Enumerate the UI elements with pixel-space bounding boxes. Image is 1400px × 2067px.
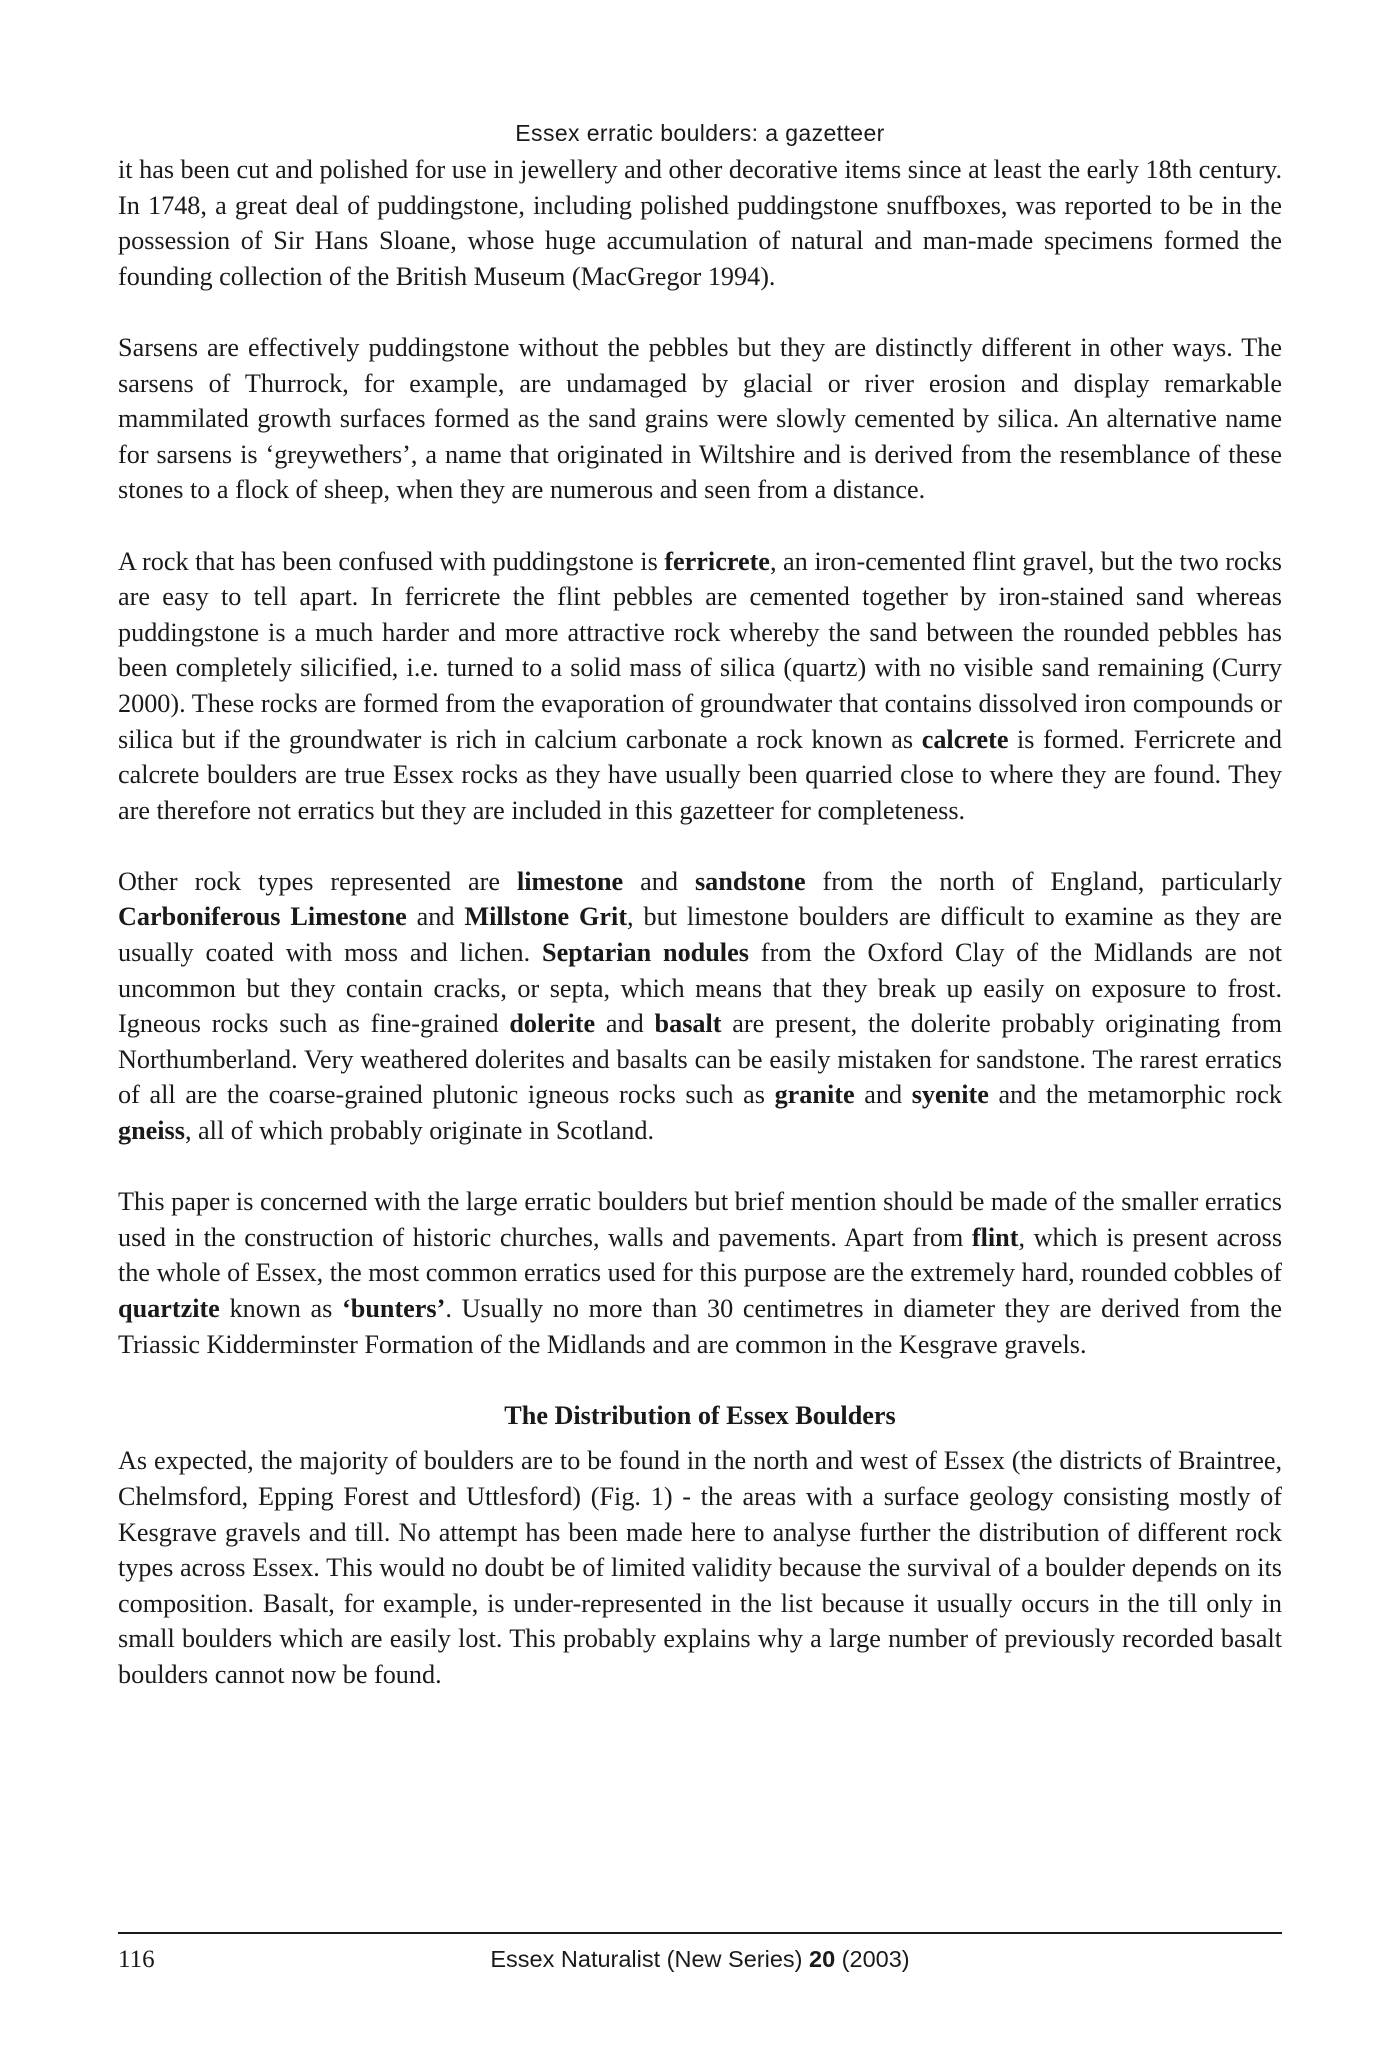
text-run: and [623, 866, 695, 896]
bold-term: flint [971, 1222, 1019, 1252]
text-run: from the Oxford Clay of the Midlands are not uncommon but they contain cracks, or septa, which means that they break up easily on exposure to frost. Igneous rocks such as fine-grained [118, 938, 1282, 1039]
bold-term: granite [774, 1080, 855, 1110]
journal-citation [118, 1946, 1282, 1973]
text-run: are present, the dolerite probably originating from Northumberland. Very weathered dolerites and basalts can be easily mistaken for sandstone. The rarest erratics of all are the coarse-grained plutonic igneous rocks such as [118, 1009, 1282, 1110]
paragraph-2 [118, 330, 1282, 508]
bold-term: quartzite [118, 1294, 220, 1323]
bold-term: basalt [654, 1009, 722, 1039]
text-run: known as [219, 1294, 343, 1323]
bold-term: ferricrete [664, 546, 770, 576]
journal-name: Essex Naturalist (New Series) [490, 1946, 810, 1972]
bold-term: dolerite [509, 1009, 596, 1039]
text-run: , but limestone boulders are difficult to examine as they are usually coated with moss and lichen. [118, 902, 1282, 968]
bold-term: Septarian nodules [542, 938, 749, 968]
page-number: 116 [118, 1946, 155, 1973]
bold-term: calcrete [921, 724, 1009, 754]
text-run: , an iron-cemented flint gravel, but the two rocks are easy to tell apart. In ferricrete the flint pebbles are cemented together by iron-stained sand whereas puddingstone is a much harder and more attractive rock whereby the sand between the rounded pebbles has been completely silicified, i.e. turned to a solid mass of silica (quartz) with no visible sand remaining (Curry 2000). These rocks are formed from the evaporation of groundwater that contains dissolved iron compounds or silica but if the groundwater is rich in calcium carbonate a rock known as [118, 546, 1282, 754]
text-run: This paper is concerned with the large erratic boulders but brief mention should be made of the smaller erratics used in the construction of historic churches, walls and pavements. Apart from [118, 1187, 1282, 1252]
text-run: from the north of England, particularly [805, 866, 1282, 896]
paragraph-5 [118, 1184, 1282, 1362]
journal-year: (2003) [835, 1946, 910, 1972]
paragraph-4 [118, 864, 1282, 1149]
paragraph-3 [118, 544, 1282, 829]
bold-term: Carboniferous Limestone [118, 902, 407, 932]
text-run: and [854, 1080, 912, 1110]
text-run: . Usually no more than 30 centimetres in diameter they are derived from the Triassic Kidderminster Formation of the Midlands and are common in the Kesgrave gravels. [118, 1294, 1282, 1359]
bold-term: sandstone [694, 866, 806, 896]
text-run: is formed. Ferricrete and calcrete boulders are true Essex rocks as they have usually been quarried close to where they are found. They are therefore not erratics but they are included in this gazetteer for completeness. [118, 724, 1282, 825]
bold-term: gneiss [118, 1116, 185, 1146]
text-run: and the metamorphic rock [988, 1080, 1282, 1110]
text-run: and [595, 1009, 655, 1039]
journal-volume: 20 [809, 1946, 836, 1972]
running-head: Essex erratic boulders: a gazetteer [515, 120, 885, 146]
text-run: Sarsens are effectively puddingstone without the pebbles but they are distinctly different in other ways. The sarsens of Thurrock, for example, are undamaged by glacial or river erosion and display remarkable mammilated growth surfaces formed as the sand grains were slowly cemented by silica. An alternative name for sarsens is ‘greywethers’, a name that originated in Wiltshire and is derived from the resemblance of these stones to a flock of sheep, when they are numerous and seen from a distance. [118, 332, 1282, 505]
bold-term: limestone [517, 866, 624, 896]
text-run: , all of which probably originate in Scotland. [184, 1116, 655, 1146]
text-run: and [406, 902, 465, 932]
text-run: As expected, the majority of boulders are to be found in the north and west of Essex (the districts of Braintree, Chelmsford, Epping Forest and Uttlesford) (Fig. 1) - the areas with a surface geology consisting mostly of Kesgrave gravels and till. No attempt has been made here to analyse further the distribution of different rock types across Essex. This would no doubt be of limited validity because the survival of a boulder depends on its composition. Basalt, for example, is under-represented in the list because it usually occurs in the till only in small boulders which are easily lost. This probably explains why a large number of previously recorded basalt boulders cannot now be found. [118, 1446, 1282, 1689]
paragraph-1 [118, 152, 1282, 294]
bold-term: ‘bunters’ [342, 1294, 446, 1323]
text-run: A rock that has been confused with puddingstone is [118, 546, 665, 576]
section-paragraph [118, 1443, 1282, 1692]
page [118, 0, 1282, 2067]
page-footer [118, 1946, 1282, 1978]
article-body [118, 152, 1282, 1728]
bold-term: Millstone Grit [464, 902, 628, 932]
footer-rule [118, 1932, 1282, 1934]
text-run: it has been cut and polished for use in jewellery and other decorative items since at least the early 18th century. In 1748, a great deal of puddingstone, including polished puddingstone snuffboxes, was reported to be in the possession of Sir Hans Sloane, whose huge accumulation of natural and man-made specimens formed the founding collection of the British Museum (MacGregor 1994). [118, 155, 1282, 291]
text-run: , which is present across the whole of Essex, the most common erratics used for this purpose are the extremely hard, rounded cobbles of [118, 1222, 1283, 1288]
bold-term: syenite [911, 1080, 989, 1110]
text-run: Other rock types represented are [118, 866, 517, 896]
section-heading: The Distribution of Essex Boulders [504, 1400, 896, 1430]
